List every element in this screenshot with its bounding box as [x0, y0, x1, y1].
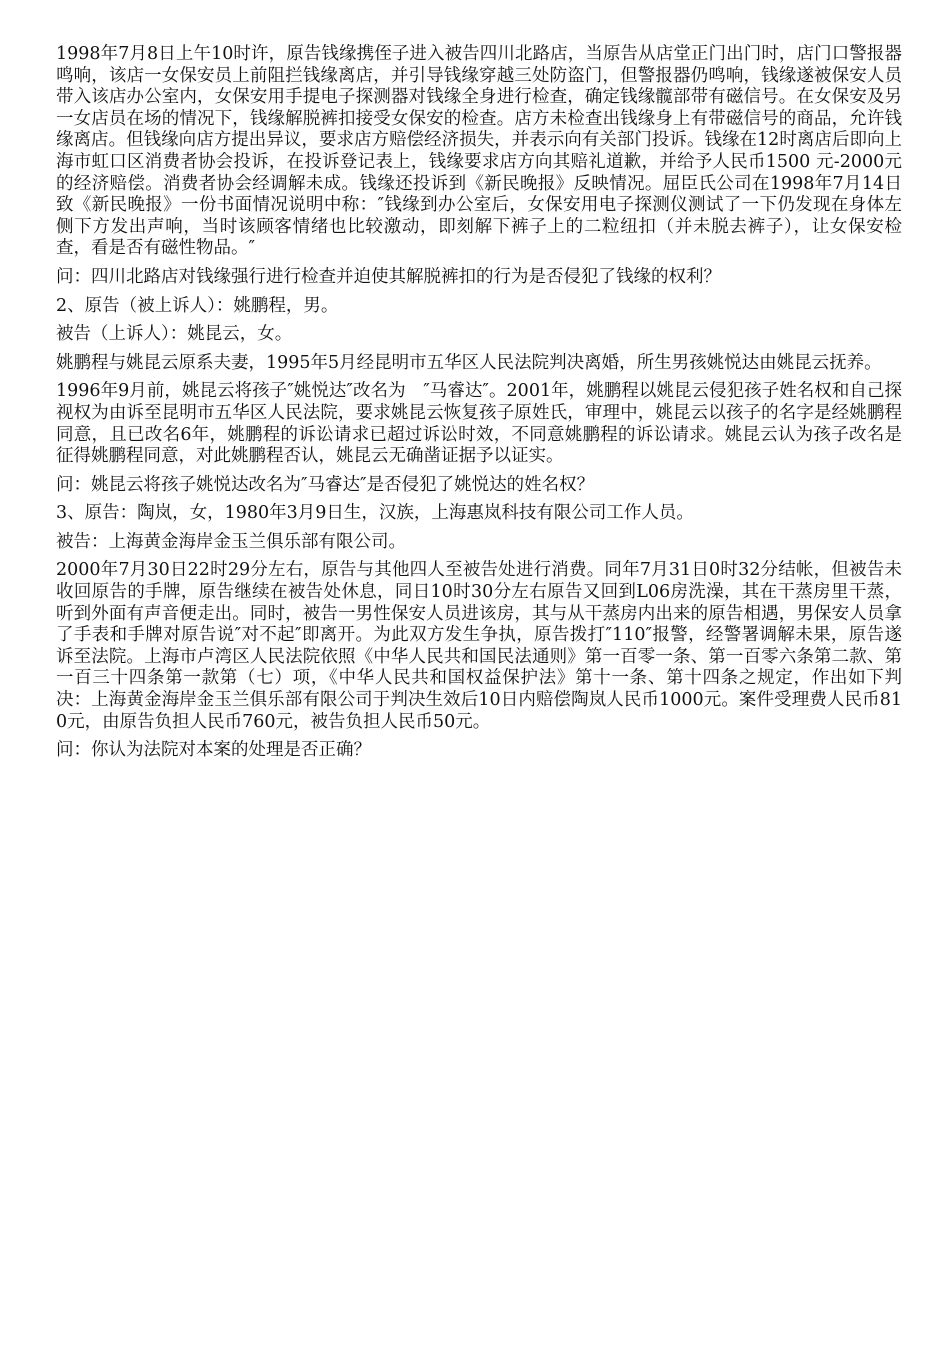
case2-defendant: 被告（上诉人）：姚昆云，女。 [56, 324, 293, 345]
case2-question: 问：姚昆云将孩子姚悦达改名为″马睿达″是否侵犯了姚悦达的姓名权？ [56, 474, 595, 495]
case1-question: 问：四川北路店对钱缘强行进行检查并迫使其解脱裤扣的行为是否侵犯了钱缘的权利？ [56, 266, 721, 287]
case3-facts-paragraph: 2000年7月30日22时29分左右，原告与其他四人至被告处进行消费。同年7月31日0时32分结帐，但被告未收回原告的手牌，原告继续在被告处休息，同日10时30分左右原告又回到L06房洗澡，其在干蒸房里干蒸，听到外面有声音便走出。同时，被告一男性保安人员进该房，其与从干蒸房内出来的原告相遇，男保安人员拿了手表和手牌对原告说″对不起″即离开。为此双方发生争执，原告拨打″110″报警，经警署调解未果，原告遂诉至法院。上海市卢湾区人民法院依照《中华人民共和国民法通则》第一百零一条、第一百零六条第二款、第一百三十四条第一款第（七）项，《中华人民共和国权益保护法》第十一条、第十四条之规定，作出如下判决：上海黄金海岸金玉兰俱乐部有限公司于判决生效后10日内赔偿陶岚人民币1000元。案件受理费人民币810元，由原告负担人民币760元，被告负担人民币50元。 [56, 560, 902, 732]
case3-defendant: 被告：上海黄金海岸金玉兰俱乐部有限公司。 [56, 531, 406, 552]
case2-background-paragraph: 姚鹏程与姚昆云原系夫妻，1995年5月经昆明市五华区人民法院判决离婚，所生男孩姚悦达由姚昆云抚养。 [56, 352, 882, 373]
case2-facts-paragraph: 1996年9月前，姚昆云将孩子″姚悦达″改名为 ″马睿达″。2001年，姚鹏程以姚昆云侵犯孩子姓名权和自己探视权为由诉至昆明市五华区人民法院，要求姚昆云恢复孩子原姓氏，审理中，姚昆云以孩子的名字是经姚鹏程同意，且已改名6年，姚鹏程的诉讼请求已超过诉讼时效，不同意姚鹏程的诉讼请求。姚昆云认为孩子改名是征得姚鹏程同意，对此姚鹏程否认，姚昆云无确凿证据予以证实。 [56, 381, 902, 467]
case1-facts-paragraph: 1998年7月8日上午10时许，原告钱缘携侄子进入被告四川北路店，当原告从店堂正门出门时，店门口警报器鸣响，该店一女保安员上前阻拦钱缘离店，并引导钱缘穿越三处防盗门，但警报器仍鸣响，钱缘遂被保安人员带入该店办公室内，女保安用手提电子探测器对钱缘全身进行检查，确定钱缘髋部带有磁信号。在女保安及另一女店员在场的情况下，钱缘解脱裤扣接受女保安的检查。店方未检查出钱缘身上有带磁信号的商品，允许钱缘离店。但钱缘向店方提出异议，要求店方赔偿经济损失，并表示向有关部门投诉。钱缘在12时离店后即向上海市虹口区消费者协会投诉，在投诉登记表上，钱缘要求店方向其赔礼道歉，并给予人民币1500 元-2000元的经济赔偿。消费者协会经调解未成。钱缘还投诉到《新民晚报》反映情况。屈臣氏公司在1998年7月14日致《新民晚报》一份书面情况说明中称：″钱缘到办公室后，女保安用电子探测仪测试了一下仍发现在身体左侧下方发出声响，当时该顾客情绪也比较激动，即刻解下裤子上的二粒纽扣（并未脱去裤子），让女保安检查，看是否有磁性物品。″ [56, 44, 902, 259]
case3-plaintiff: 3、原告：陶岚，女，1980年3月9日生，汉族，上海惠岚科技有限公司工作人员。 [56, 503, 694, 524]
case3-question: 问：你认为法院对本案的处理是否正确？ [56, 740, 371, 761]
document-body [56, 44, 902, 769]
case2-plaintiff: 2、原告（被上诉人）：姚鹏程，男。 [56, 295, 339, 316]
